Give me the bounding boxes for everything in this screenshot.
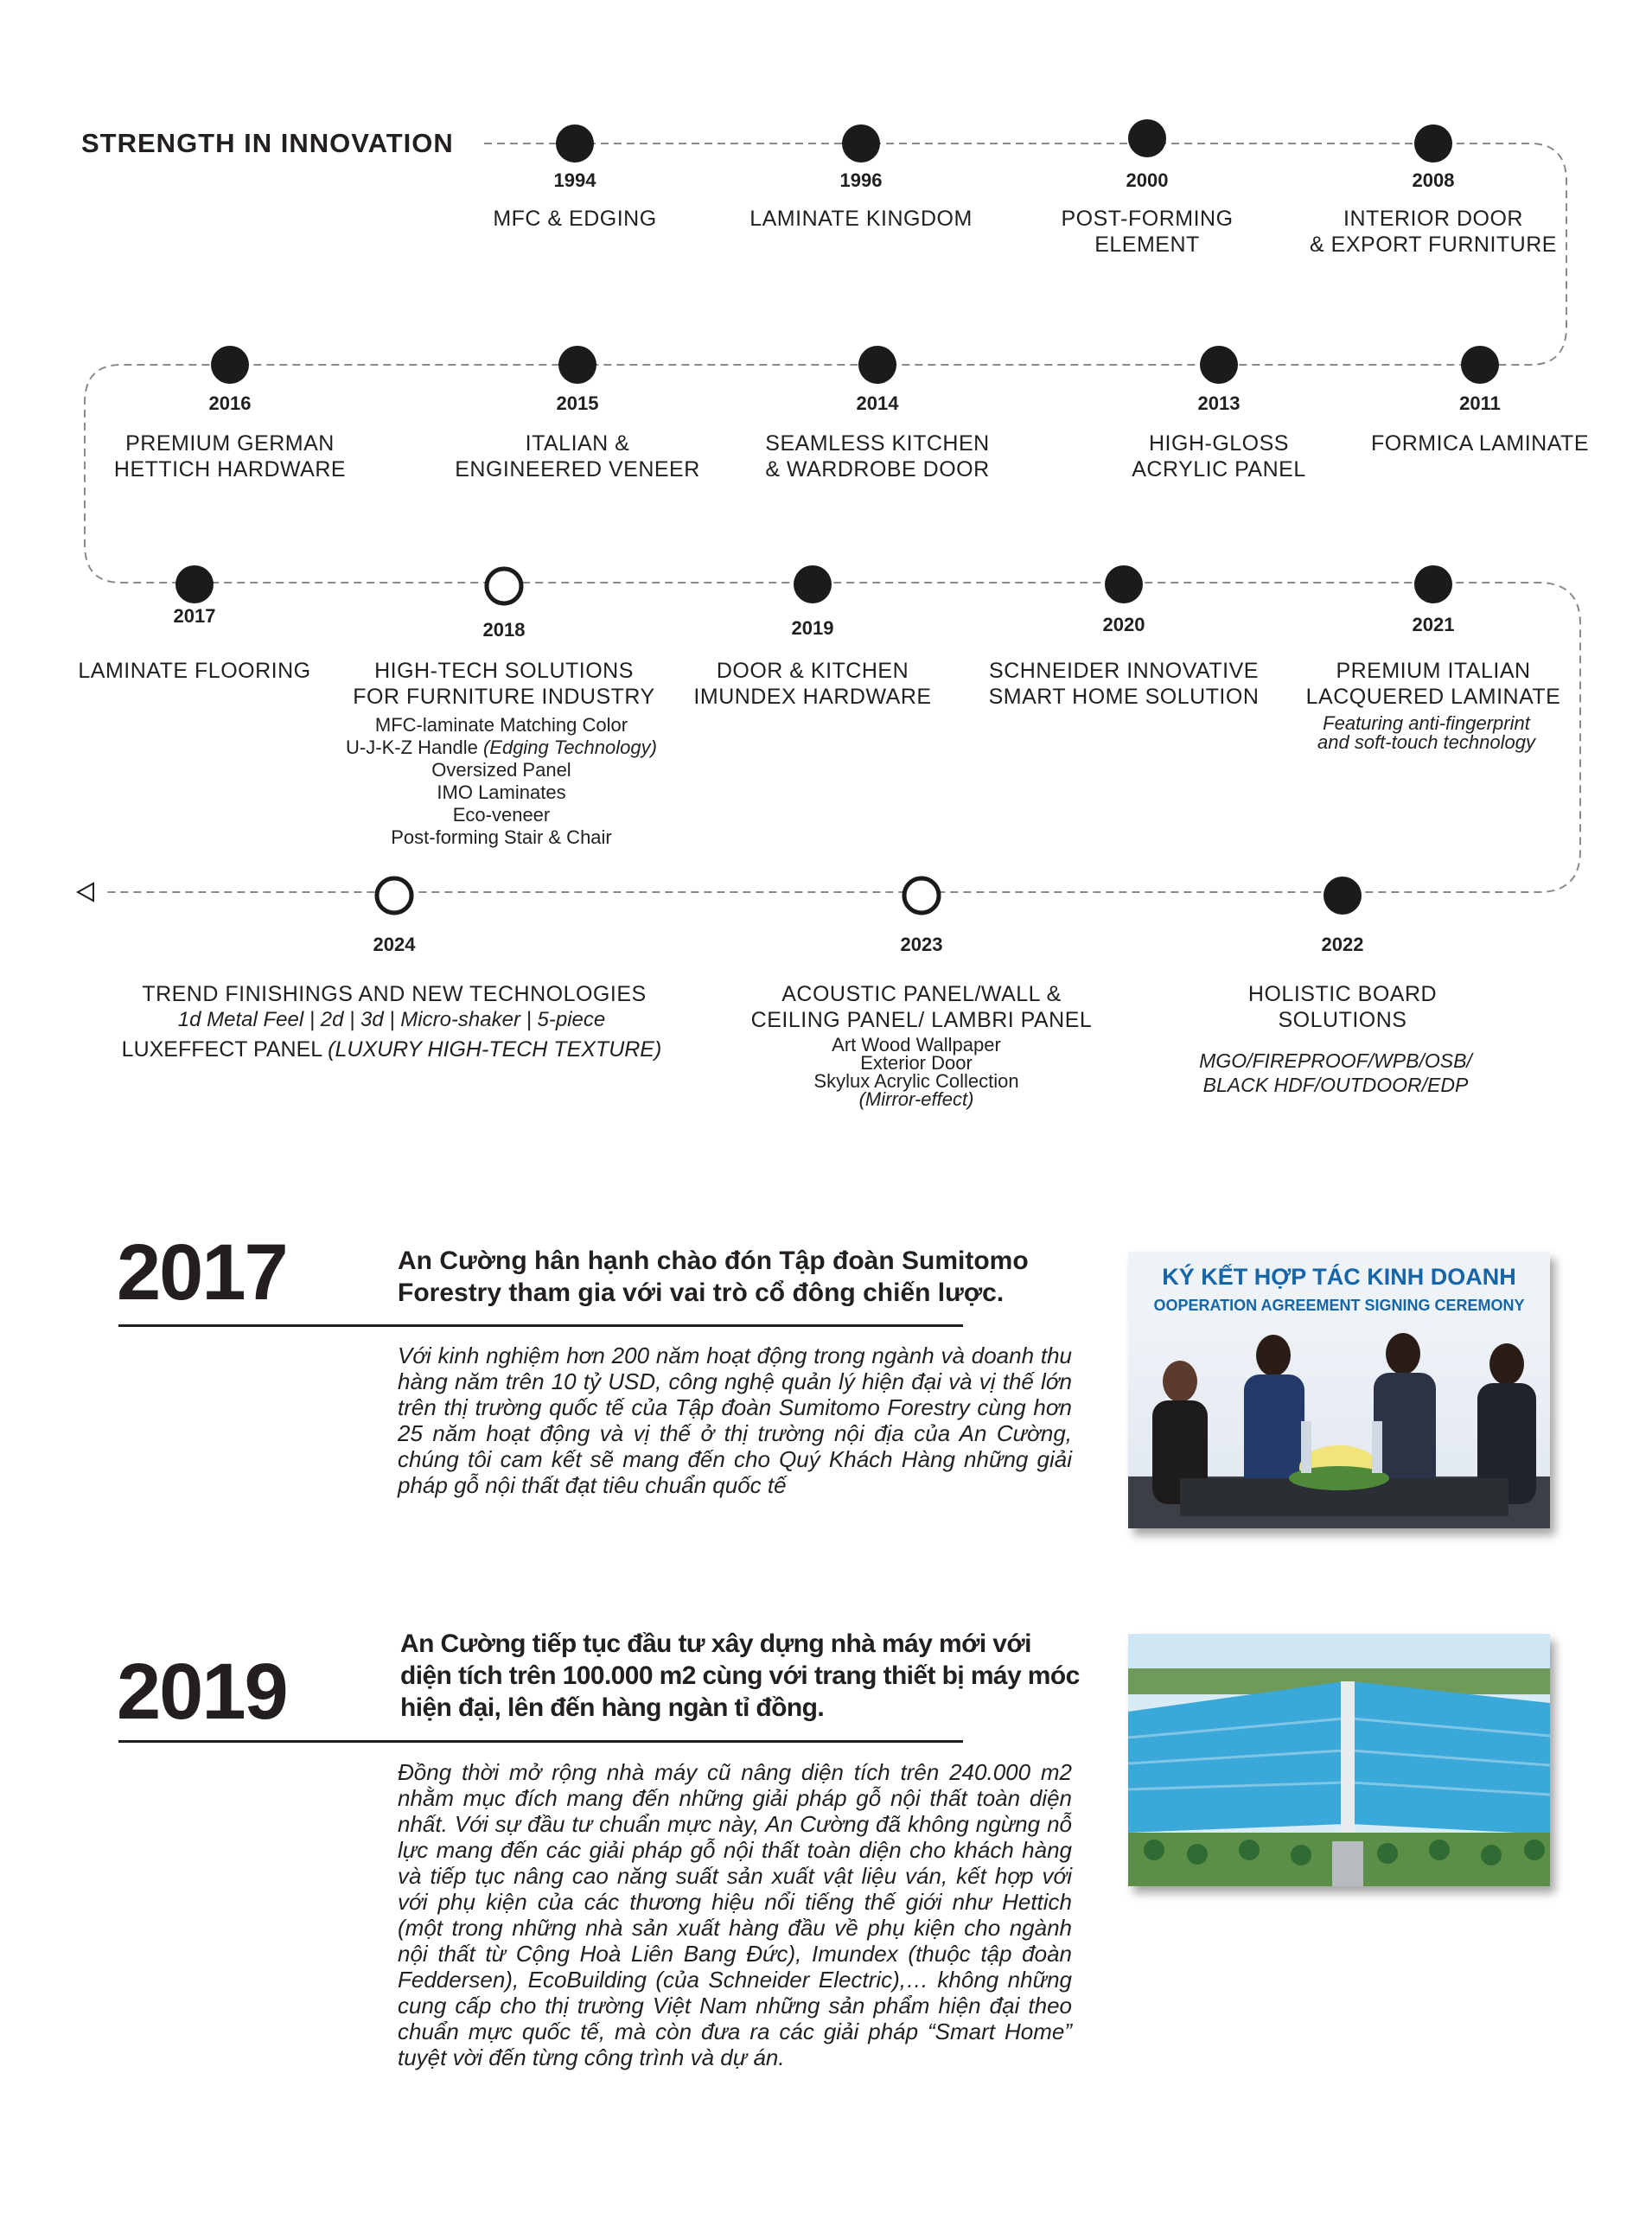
milestone-year-2017: 2017 bbox=[173, 605, 216, 627]
milestone-label-2008: INTERIOR DOOR & EXPORT FURNITURE bbox=[1310, 207, 1557, 257]
milestone-label-1994: MFC & EDGING bbox=[493, 207, 657, 231]
story-2017-body: Với kinh nghiệm hơn 200 năm hoạt động trong ngành và doanh thu hàng năm trên 10 tỷ USD, công nghệ quản lý hiện đại và vị thế lớn trên thị trường quốc tế của Tập đoàn Sumitomo Forestry cùng hơn 25 năm hoạt động và vị thế ở thị trường nội địa của An Cường, chúng tôi cam kết sẽ mang đến cho Quý Khách Hàng những giải pháp gỗ nội thất đạt tiêu chuẩn quốc tế bbox=[398, 1342, 1072, 1498]
detail-2024-line2-italic: (LUXURY HIGH-TECH TEXTURE) bbox=[328, 1037, 662, 1062]
milestone-year-2008: 2008 bbox=[1412, 169, 1455, 191]
milestone-label-1996: LAMINATE KINGDOM bbox=[749, 207, 973, 231]
timeline-end-arrow bbox=[78, 883, 93, 901]
story-2019-heading: An Cường tiếp tục đầu tư xây dựng nhà máy mới với diện tích trên 100.000 m2 cùng với trang thiết bị máy móc hiện đại, lên đến hàng ngàn tỉ đồng. bbox=[400, 1629, 1080, 1722]
milestone-dot-2021 bbox=[1414, 565, 1452, 603]
milestone-label-2019: DOOR & KITCHEN IMUNDEX HARDWARE bbox=[693, 659, 932, 709]
milestone-label-2017: LAMINATE FLOORING bbox=[78, 659, 311, 683]
detail-2024-line1: 1d Metal Feel | 2d | 3d | Micro-shaker | 5-piece bbox=[177, 1008, 606, 1031]
detail-2018-line2-italic: (Edging Technology) bbox=[482, 737, 657, 758]
milestone-year-2024: 2024 bbox=[373, 934, 416, 955]
milestone-dot-2017 bbox=[175, 565, 214, 603]
detail-2023-line1: Art Wood Wallpaper bbox=[832, 1034, 1001, 1055]
milestone-year-2019: 2019 bbox=[791, 617, 834, 639]
milestone-dot-2015 bbox=[558, 346, 596, 384]
story-2017-heading: An Cường hân hạnh chào đón Tập đoàn Sumitomo Forestry tham gia với vai trò cổ đông chiến lược. bbox=[398, 1247, 1029, 1307]
milestone-year-1996: 1996 bbox=[839, 169, 883, 191]
milestone-dot-2019 bbox=[794, 565, 832, 603]
milestone-dot-2016 bbox=[211, 346, 249, 384]
milestone-dot-1994 bbox=[556, 124, 594, 163]
milestone-year-2011: 2011 bbox=[1459, 392, 1501, 414]
milestone-dot-2008 bbox=[1414, 124, 1452, 163]
milestone-year-1994: 1994 bbox=[553, 169, 596, 191]
factory-aerial-illustration bbox=[1128, 1634, 1550, 1886]
detail-2018-line2 bbox=[311, 737, 692, 759]
detail-2022: MGO/FIREPROOF/WPB/OSB/ BLACK HDF/OUTDOOR/EDP bbox=[1199, 1049, 1472, 1096]
milestone-dot-2023 bbox=[904, 878, 939, 913]
timeline-title: STRENGTH IN INNOVATION bbox=[81, 128, 461, 159]
photo-banner-line2: OOPERATION AGREEMENT SIGNING CEREMONY bbox=[1153, 1297, 1525, 1314]
milestone-year-2023: 2023 bbox=[900, 934, 943, 955]
detail-2023-line3: Skylux Acrylic Collection bbox=[813, 1070, 1019, 1092]
milestone-label-2016: PREMIUM GERMAN HETTICH HARDWARE bbox=[113, 431, 347, 482]
detail-2018-line6: Post-forming Stair & Chair bbox=[391, 826, 612, 848]
milestone-year-2000: 2000 bbox=[1126, 169, 1169, 191]
story-2019-body: Đồng thời mở rộng nhà máy cũ nâng diện tích trên 240.000 m2 nhằm mục đích mang đến những giải pháp gỗ nội thất toàn diện nhất. Với sự đầu tư chuẩn mực này, An Cường đã không ngừng nỗ lực mang đến các giải pháp gỗ nội thất toàn diện cho khách hàng và tiếp tục nâng cao năng suất sản xuất vật liệu ván, kết hợp với với phụ kiện của các thương hiệu nổi tiếng thế giới như Hettich (một trong những nhà sản xuất hàng đầu về phụ kiện cho ngành nội thất từ Cộng Hoà Liên Bang Đức), Imundex (thuộc tập đoàn Feddersen), EcoBuilding (của Schneider Electric),… không những cung cấp cho thị trường Việt Nam những sản phẩm hiện đại theo chuẩn mực quốc tế, mà còn đưa ra các giải pháp “Smart Home” tuyệt vời đến từng công trình và dự án. bbox=[398, 1759, 1072, 2070]
milestone-dot-2013 bbox=[1200, 346, 1238, 384]
milestone-dot-2022 bbox=[1324, 877, 1362, 915]
milestone-year-2013: 2013 bbox=[1197, 392, 1241, 414]
milestone-label-2013: HIGH-GLOSS ACRYLIC PANEL bbox=[1132, 431, 1306, 482]
factory-aerial-photo bbox=[1128, 1634, 1550, 1886]
detail-2018-line4: IMO Laminates bbox=[437, 781, 566, 803]
story-2019-year: 2019 bbox=[117, 1648, 287, 1736]
milestone-year-2022: 2022 bbox=[1321, 934, 1364, 955]
detail-2023-line2: Exterior Door bbox=[860, 1052, 973, 1074]
milestone-year-2020: 2020 bbox=[1102, 614, 1145, 635]
milestone-label-2014: SEAMLESS KITCHEN & WARDROBE DOOR bbox=[765, 431, 990, 482]
milestone-label-2023: ACOUSTIC PANEL/WALL & CEILING PANEL/ LAMBRI PANEL bbox=[750, 982, 1093, 1032]
signing-ceremony-photo bbox=[1128, 1252, 1550, 1528]
milestone-label-2021: PREMIUM ITALIAN LACQUERED LAMINATE bbox=[1305, 659, 1561, 709]
detail-2024-line2-main: LUXEFFECT PANEL bbox=[121, 1037, 328, 1062]
detail-2024 bbox=[89, 1004, 694, 1065]
detail-2018-line1: MFC-laminate Matching Color bbox=[374, 714, 628, 736]
story-2017-rule bbox=[118, 1324, 963, 1327]
detail-2021: Featuring anti-fingerprint and soft-touch technology bbox=[1317, 712, 1535, 753]
milestone-year-2014: 2014 bbox=[856, 392, 899, 414]
signing-ceremony-illustration bbox=[1128, 1252, 1550, 1528]
detail-2023-line4: (Mirror-effect) bbox=[858, 1088, 974, 1110]
detail-2018-line5: Eco-veneer bbox=[452, 804, 551, 826]
detail-2023 bbox=[726, 1036, 1107, 1108]
milestone-year-2018: 2018 bbox=[482, 619, 526, 641]
milestone-dot-1996 bbox=[842, 124, 880, 163]
detail-2018 bbox=[311, 714, 692, 849]
milestone-year-2021: 2021 bbox=[1412, 614, 1455, 635]
milestone-dot-2024 bbox=[377, 878, 411, 913]
milestone-year-2016: 2016 bbox=[208, 392, 252, 414]
milestone-dot-2014 bbox=[858, 346, 896, 384]
detail-2024-line2 bbox=[89, 1035, 694, 1065]
story-2017-year: 2017 bbox=[117, 1228, 287, 1317]
milestone-label-2015: ITALIAN & ENGINEERED VENEER bbox=[455, 431, 700, 482]
milestone-label-2000: POST-FORMING ELEMENT bbox=[1061, 207, 1234, 257]
detail-2018-line2-main: U-J-K-Z Handle bbox=[346, 737, 483, 758]
story-2019-rule bbox=[118, 1740, 963, 1743]
milestone-label-2020: SCHNEIDER INNOVATIVE SMART HOME SOLUTION bbox=[988, 659, 1260, 709]
detail-2018-line3: Oversized Panel bbox=[431, 759, 571, 781]
milestone-dot-2018 bbox=[487, 569, 521, 603]
milestone-dot-2011 bbox=[1461, 346, 1499, 384]
photo-banner-line1: KÝ KẾT HỢP TÁC KINH DOANH bbox=[1162, 1264, 1516, 1290]
milestone-label-2022: HOLISTIC BOARD SOLUTIONS bbox=[1247, 982, 1438, 1032]
milestone-dot-2020 bbox=[1105, 565, 1143, 603]
milestone-dot-2000 bbox=[1128, 119, 1166, 157]
milestone-label-2024: TREND FINISHINGS AND NEW TECHNOLOGIES bbox=[142, 982, 647, 1006]
milestone-label-2011: FORMICA LAMINATE bbox=[1370, 431, 1589, 456]
milestone-label-2018: HIGH-TECH SOLUTIONS FOR FURNITURE INDUSTRY bbox=[353, 659, 655, 709]
milestone-year-2015: 2015 bbox=[556, 392, 599, 414]
